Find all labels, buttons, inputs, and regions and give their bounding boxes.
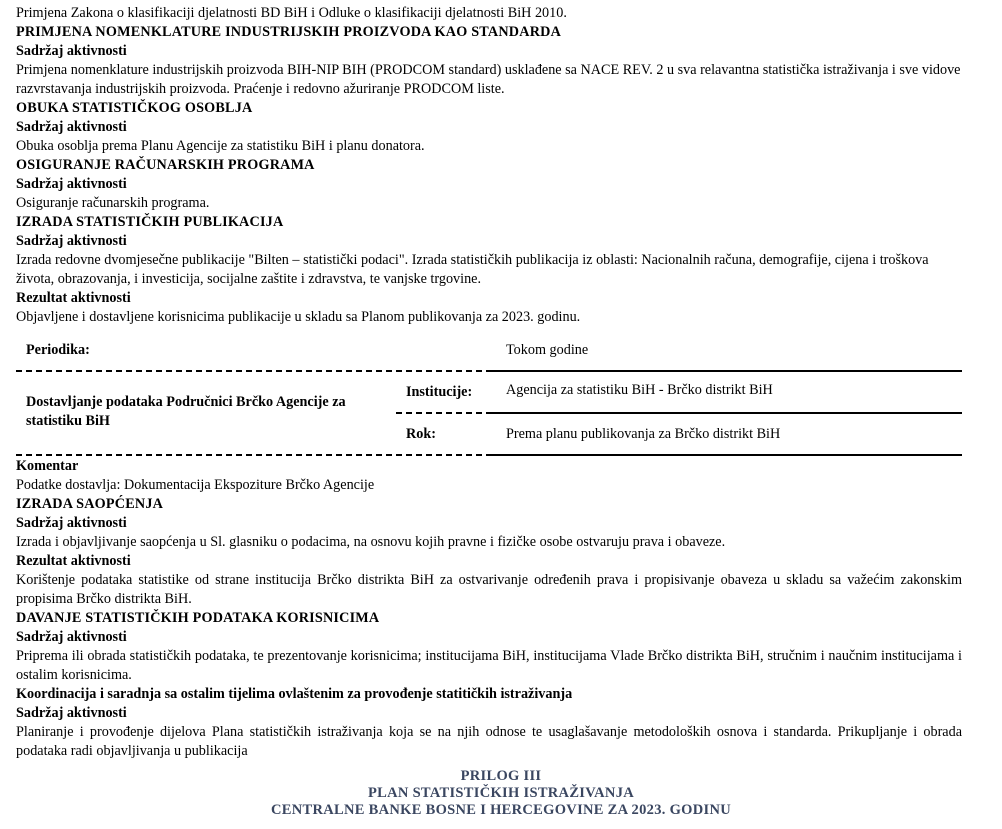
delivery-label: Dostavljanje podataka Područnici Brčko Agencije za statistiku BiH <box>26 394 346 429</box>
footer-block <box>0 768 1002 819</box>
heading-announcements: IZRADA SAOPĆENJA <box>16 496 164 512</box>
text-announcements-result: Korištenje podataka statistike od strane institucija Brčko distrikta BiH za ostvarivanje određenih prava i propisivanje obaveza u skladu sa važećim zakonskim propisima Brčko distrikta BiH. <box>16 572 962 607</box>
text-announcements-content: Izrada i objavljivanje saopćenja u Sl. glasniku o podacima, na osnovu kojih pravne i fizičke osobe ostvaruju prava i obaveze. <box>16 534 726 550</box>
divider-solid <box>492 412 962 414</box>
label-announcements-content: Sadržaj aktivnosti <box>16 515 127 531</box>
rok-value: Prema planu publikovanja za Brčko distrikt BiH <box>506 426 781 442</box>
text-users-content: Priprema ili obrada statističkih podataka, te prezentovanje korisnicima; institucijama BiH, institucijama Vlade Brčko distrikta BiH, stručnim i naučnim institucijama i ostalim korisnicima. <box>16 648 962 683</box>
divider-solid <box>492 454 962 456</box>
label-announcements-result: Rezultat aktivnosti <box>16 553 131 569</box>
text-training-content: Obuka osoblja prema Planu Agencije za statistiku BiH i planu donatora. <box>16 138 425 154</box>
text-comment: Podatke dostavlja: Dokumentacija Ekspoziture Brčko Agencije <box>16 477 375 493</box>
divider-dashed <box>16 370 492 372</box>
divider-dashed <box>396 412 492 414</box>
periodika-table <box>16 331 962 457</box>
divider-solid <box>492 370 962 372</box>
label-training-content: Sadržaj aktivnosti <box>16 119 127 135</box>
divider-dashed <box>16 454 492 456</box>
rok-label: Rok: <box>406 426 436 442</box>
heading-coordination: Koordinacija i saradnja sa ostalim tijelima ovlaštenim za provođenje statitičkih istraživanja <box>16 686 573 702</box>
label-publications-content: Sadržaj aktivnosti <box>16 233 127 249</box>
label-prodcom-content: Sadržaj aktivnosti <box>16 43 127 59</box>
heading-users: DAVANJE STATISTIČKIH PODATAKA KORISNICIMA <box>16 610 380 626</box>
text-publications-content: Izrada redovne dvomjesečne publikacije "Bilten – statistički podaci". Izrada statističkih publikacija iz oblasti: Nacionalnih računa, demografije, cijena i troškova života, obrazovanja, i investicija, socijalne zaštite i zdravstva, te vanjske trgovine. <box>16 252 929 287</box>
label-coordination-content: Sadržaj aktivnosti <box>16 705 127 721</box>
footer-line-2: PLAN STATISTIČKIH ISTRAŽIVANJA <box>367 785 635 801</box>
heading-prodcom: PRIMJENA NOMENKLATURE INDUSTRIJSKIH PROIZVODA KAO STANDARDA <box>16 24 562 40</box>
heading-publications: IZRADA STATISTIČKIH PUBLIKACIJA <box>16 214 284 230</box>
label-comment: Komentar <box>16 458 79 474</box>
label-publications-result: Rezultat aktivnosti <box>16 290 131 306</box>
text-publications-result: Objavljene i dostavljene korisnicima publikacije u skladu sa Planom publikovanja za 2023. godinu. <box>16 309 581 325</box>
label-software-content: Sadržaj aktivnosti <box>16 176 127 192</box>
text-prodcom-content: Primjena nomenklature industrijskih proizvoda BIH-NIP BIH (PRODCOM standard) usklađene sa NACE REV. 2 u sva relavantna statistička istraživanja i sve vidove razvrstavanja industrijskih proizvoda. Praćenje i redovno ažuriranje PRODCOM liste. <box>16 62 961 97</box>
footer-line-3: CENTRALNE BANKE BOSNE I HERCEGOVINE ZA 2023. GODINU <box>270 802 732 818</box>
text-software-content: Osiguranje računarskih programa. <box>16 195 210 211</box>
institucije-value: Agencija za statistiku BiH - Brčko distrikt BiH <box>506 382 773 398</box>
periodika-label: Periodika: <box>26 342 90 358</box>
document-page <box>16 4 962 761</box>
footer-line-1: PRILOG III <box>460 768 542 784</box>
institucije-label: Institucije: <box>406 384 473 400</box>
heading-software: OSIGURANJE RAČUNARSKIH PROGRAMA <box>16 157 315 173</box>
intro-line: Primjena Zakona o klasifikaciji djelatnosti BD BiH i Odluke o klasifikaciji djelatnosti BiH 2010. <box>16 5 567 21</box>
heading-training: OBUKA STATISTIČKOG OSOBLJA <box>16 100 253 116</box>
text-coordination-content: Planiranje i provođenje dijelova Plana statističkih istraživanja koja se na njih odnose te usaglašavanje metodoloških osnova i standarda. Prikupljanje i obrada podataka radi objavljivanja u publikacija <box>16 724 962 759</box>
label-users-content: Sadržaj aktivnosti <box>16 629 127 645</box>
periodika-value: Tokom godine <box>506 342 589 358</box>
